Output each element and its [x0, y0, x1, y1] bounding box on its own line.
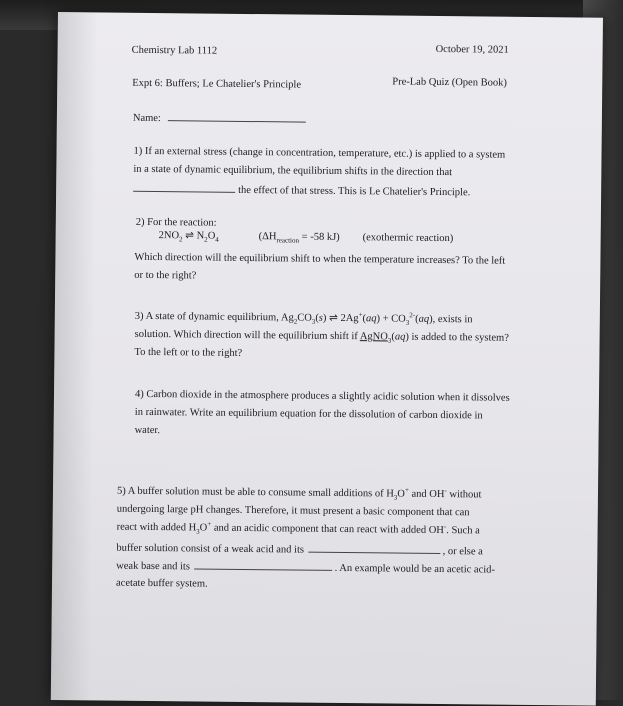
quiz-paper	[51, 12, 603, 706]
quiz-date: October 19, 2021	[435, 43, 509, 56]
q5-line-3: react with added $H_3O^+$ and an acidic component that can react with added OH-. Such a	[116, 520, 480, 537]
paper-shadow	[51, 12, 98, 700]
q2-line-2: or to the right?	[134, 269, 197, 282]
name-label: Name:	[132, 112, 161, 125]
q5-line-6: acetate buffer system.	[115, 577, 208, 590]
q5-line-1: 5) A buffer solution must be able to consume small additions of $H_3O^+$ and OH- without	[116, 485, 482, 502]
name-blank[interactable]	[167, 110, 305, 122]
q4-line-2: in rainwater. Write an equilibrium equation for the dissolution of carbon dioxide in	[134, 406, 483, 422]
q1-line-1: 1) If an external stress (change in concentration, temperature, etc.) is applied to a system	[133, 145, 506, 161]
q3-line-2: solution. Which direction will the equilibrium shift if AgNO$_3$(aq) is added to the system?	[134, 328, 509, 345]
course-title: Chemistry Lab 1112	[131, 44, 218, 57]
q3-line-1: 3) A state of dynamic equilibrium, $Ag_2CO_3(s)$ ⇌ $2Ag^+(aq) + CO_3^{2-}(aq)$, exists in	[134, 310, 473, 327]
q3-line-3: To the left or to the right?	[134, 346, 243, 359]
q5-answer-blank-2[interactable]	[195, 558, 333, 570]
q1-line-2: in a state of dynamic equilibrium, the equilibrium shifts in the direction that	[133, 163, 453, 179]
q2-line-1: Which direction will the equilibrium shift to when the temperature increases? To the left	[134, 251, 506, 267]
name-field[interactable]	[133, 110, 306, 127]
q1-answer-blank[interactable]	[133, 181, 235, 193]
q2-reaction-equation: $2NO_2$ ⇌ $N_2O_4$	[158, 230, 219, 244]
q1-line-3	[133, 181, 470, 200]
q2-enthalpy: ($\Delta H_{reaction} = -58$ kJ)	[258, 231, 340, 245]
q2-product: N	[196, 230, 205, 242]
q2-intro: 2) For the reaction:	[135, 216, 217, 229]
q4-line-3: water.	[134, 424, 161, 437]
quiz-type: Pre-Lab Quiz (Open Book)	[392, 76, 507, 89]
experiment-title: Expt 6: Buffers; Le Chatelier's Principle	[132, 77, 302, 91]
q5-line-5: weak base and its . An example would be an acetic acid-	[116, 558, 495, 577]
equilibrium-arrow: ⇌	[185, 230, 195, 242]
q1-line-3-text: the effect of that stress. This is Le Chatelier's Principle.	[238, 184, 471, 199]
q5-line-2: undergoing large pH changes. Therefore, it must present a basic component that can	[116, 503, 470, 519]
q5-answer-blank-1[interactable]	[309, 542, 441, 554]
q4-line-1: 4) Carbon dioxide in the atmosphere produces a slightly acidic solution when it dissolves	[134, 388, 510, 404]
q5-line-4: buffer solution consist of a weak acid and its , or else a	[116, 542, 483, 558]
q2-reactant: 2NO	[158, 230, 180, 242]
q2-note: (exothermic reaction)	[362, 232, 454, 245]
